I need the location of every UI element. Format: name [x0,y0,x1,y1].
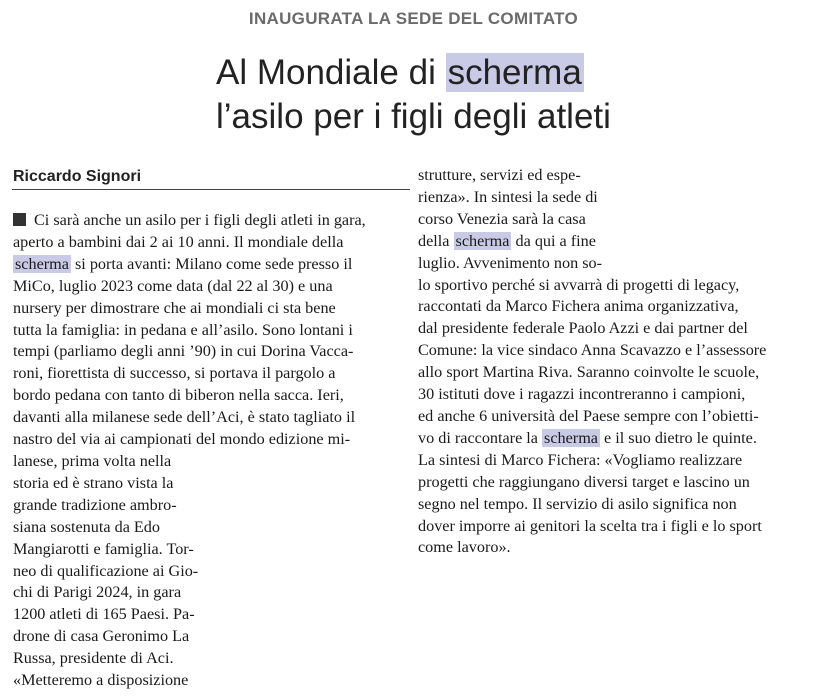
text-line: raccontati da Marco Fichera anima organizzativa, [418,297,739,316]
text-line: La sintesi di Marco Fichera: «Vogliamo realizzare [418,450,743,469]
text-line: dover imporre ai genitori la scelta tra i figli e lo sport [418,516,762,535]
text-line: chi di Parigi 2024, in gara [13,583,182,602]
text-line: vo di raccontare la scherma e il suo dietro le quinte. [418,428,757,447]
text-line: grande tradizione ambro- [13,495,177,514]
headline-line-2: l’asilo per i figli degli atleti [216,97,611,136]
search-highlight: scherma [447,53,582,92]
text-line: tutta la famiglia: in pedana e all’asilo. Sono lontani i [13,320,353,339]
text-line: roni, fiorettista di successo, si portava il pargolo a [13,364,336,383]
text-line: progetti che raggiungano diversi target e lascino un [418,472,750,491]
text-line: drone di casa Geronimo La [13,627,190,646]
text-line: corso Venezia sarà la casa [418,209,586,228]
text-line: 30 istituti dove i ragazzi incontreranno i campioni, [418,385,746,404]
text-line: «Metteremo a disposizione [13,671,189,690]
byline: Riccardo Signori [13,168,142,185]
text-line: bordo pedana con tanto di biberon nella sacca. Ieri, [13,386,344,405]
text-line: strutture, servizi ed espe- [418,166,581,184]
text-line: davanti alla milanese sede dell’Aci, è stato tagliato il [13,408,356,427]
text-line: Comune: la vice sindaco Anna Scavazzo e l’assessore [418,341,767,360]
text-line: ed anche 6 università del Paese sempre con l’obietti- [418,406,759,425]
text-line: tempi (parliamo degli anni ’90) in cui Dorina Vacca- [13,342,354,361]
paragraph-marker-icon [13,213,26,226]
text-line: allo sport Martina Riva. Saranno coinvolte le scuole, [418,363,760,382]
text-line: aperto a bambini dai 2 ai 10 anni. Il mondiale della [13,232,344,251]
byline-rule [12,189,410,190]
body-column-left [13,210,395,692]
text-line: lo sportivo perché si avvarrà di progetti di legacy, [418,275,740,294]
text-line: nursery per dimostrare che ai mondiali ci sta bene [13,298,336,317]
search-highlight: scherma [15,254,69,273]
text-line: nastro del via ai campionati del mondo edizione mi- [13,430,351,449]
search-highlight: scherma [544,428,598,447]
article-headline [216,51,611,139]
text-line: siana sostenuta da Edo [13,517,160,536]
headline-line-1: Al Mondiale di scherma [216,53,582,92]
article-kicker: INAUGURATA LA SEDE DEL COMITATO [248,9,579,28]
text-line: 1200 atleti di 165 Paesi. Pa- [13,605,195,624]
text-line: Mangiarotti e famiglia. Tor- [13,539,194,558]
text-line: Russa, presidente di Aci. [13,649,174,668]
text-line: scherma si porta avanti: Milano come sede presso il [15,254,353,273]
text-line: lanese, prima volta nella [13,451,172,470]
body-column-right [418,165,766,559]
text-line: storia ed è strano vista la [13,473,174,492]
search-highlight: scherma [455,231,510,250]
text-line: della scherma da qui a fine [418,231,596,250]
text-line: dal presidente federale Paolo Azzi e dai partner del [418,319,748,338]
text-line: segno nel tempo. Il servizio di asilo significa non [418,494,737,513]
text-line: Ci sarà anche un asilo per i figli degli atleti in gara, [13,210,395,232]
text-line: luglio. Avvenimento non so- [418,253,603,272]
text-line: MiCo, luglio 2023 come data (dal 22 al 30) e una [13,276,333,295]
text-line: neo di qualificazione ai Gio- [13,561,199,580]
text-line: rienza». In sintesi la sede di [418,187,598,206]
text-line: come lavoro». [418,538,511,557]
